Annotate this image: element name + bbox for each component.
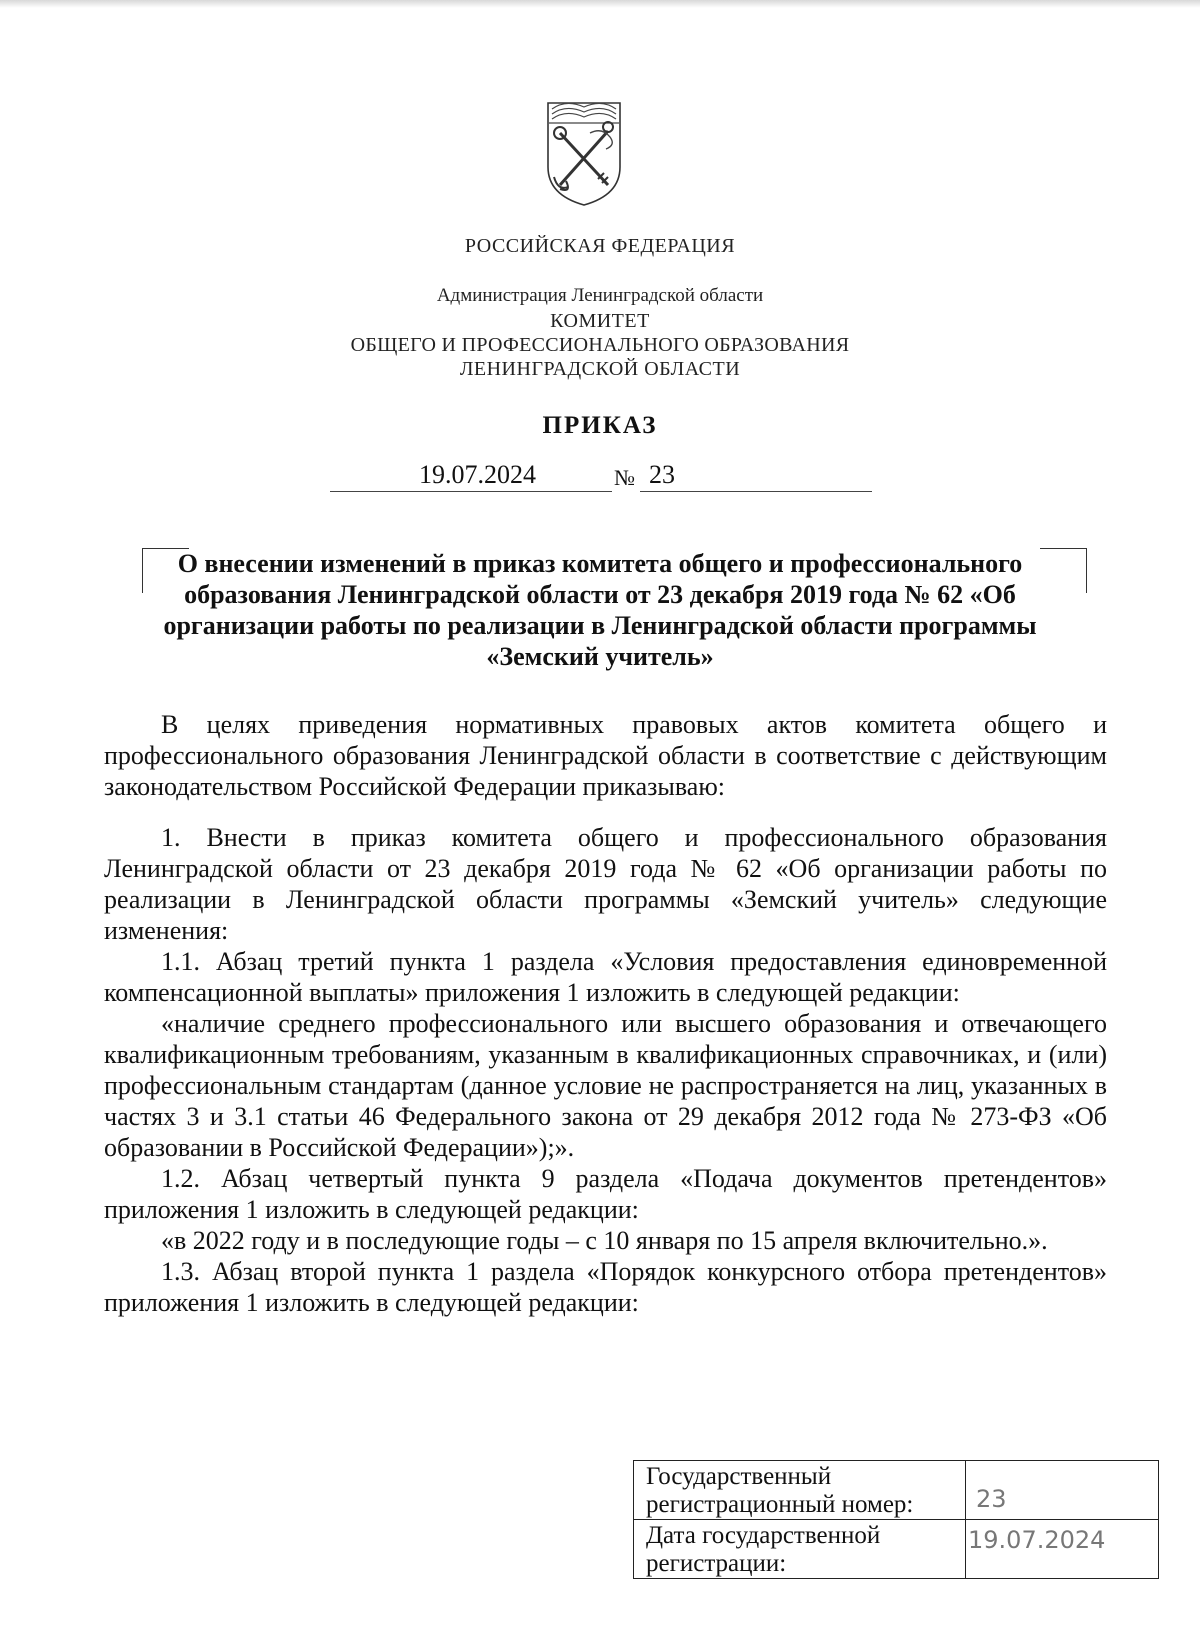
- order-subject: О внесении изменений в приказ комитета общего и профессионального образования Ленинградской области от 23 декабря 2019 года № 62 «Об организации работы по реализации в Ленинградской области программы «Земский учитель»: [163, 549, 1037, 671]
- order-number: 23: [649, 460, 675, 489]
- registration-stamp-table: [633, 1460, 1159, 1579]
- registration-number-row: [634, 1461, 1159, 1520]
- clause-1-1-quote: «наличие среднего профессионального или высшего образования и отвечающего квалификационным требованиям, указанным в квалификационных справочниках, и (или) профессиональным стандартам (данное условие не распространяется на лиц, указанных в частях 3 и 3.1 статьи 46 Федерального закона от 29 декабря 2012 года № 273-ФЗ «Об образовании в Российской Федерации»);».: [104, 1009, 1107, 1162]
- clause-1: 1. Внести в приказ комитета общего и профессионального образования Ленинградской области от 23 декабря 2019 года № 62 «Об организации работы по реализации в Ленинградской области программы «Земский учитель» следующие изменения:: [104, 823, 1107, 945]
- registration-number-label: Государственный регистрационный номер:: [634, 1461, 966, 1520]
- registration-date-label: Дата государственной регистрации:: [634, 1520, 966, 1579]
- clause-1-3: 1.3. Абзац второй пункта 1 раздела «Порядок конкурсного отбора претендентов» приложения 1 изложить в следующей редакции:: [104, 1257, 1107, 1317]
- order-date: 19.07.2024: [419, 460, 536, 489]
- scan-top-edge: [0, 0, 1200, 8]
- committee-title-line3: ЛЕНИНГРАДСКОЙ ОБЛАСТИ: [459, 358, 741, 380]
- number-underline: [640, 491, 872, 492]
- number-sign: №: [614, 465, 635, 490]
- clause-1-2-quote: «в 2022 году и в последующие годы – с 10 января по 15 апреля включительно.».: [161, 1226, 1048, 1255]
- registration-date-row: [634, 1520, 1159, 1579]
- document-type: ПРИКАЗ: [542, 412, 658, 439]
- order-body: [104, 709, 1107, 1318]
- clause-1-1: 1.1. Абзац третий пункта 1 раздела «Условия предоставления единовременной компенсационной выплаты» приложения 1 изложить в следующей редакции:: [104, 947, 1107, 1007]
- committee-title: КОМИТЕТ: [550, 310, 650, 332]
- committee-title-line2: ОБЩЕГО И ПРОФЕССИОНАЛЬНОГО ОБРАЗОВАНИЯ: [350, 334, 850, 356]
- preamble-paragraph: В целях приведения нормативных правовых актов комитета общего и профессионального образования Ленинградской области в соответствие с действующим законодательством Российской Федерации приказываю:: [104, 710, 1107, 801]
- country-name: РОССИЙСКАЯ ФЕДЕРАЦИЯ: [464, 235, 736, 257]
- registration-date-value: 19.07.2024: [966, 1520, 1159, 1579]
- coat-of-arms-emblem: [546, 97, 622, 207]
- administration-name: Администрация Ленинградской области: [436, 285, 764, 306]
- date-underline: [330, 491, 612, 492]
- registration-number-value: 23: [966, 1461, 1159, 1520]
- clause-1-2: 1.2. Абзац четвертый пункта 9 раздела «Подача документов претендентов» приложения 1 изложить в следующей редакции:: [104, 1164, 1107, 1224]
